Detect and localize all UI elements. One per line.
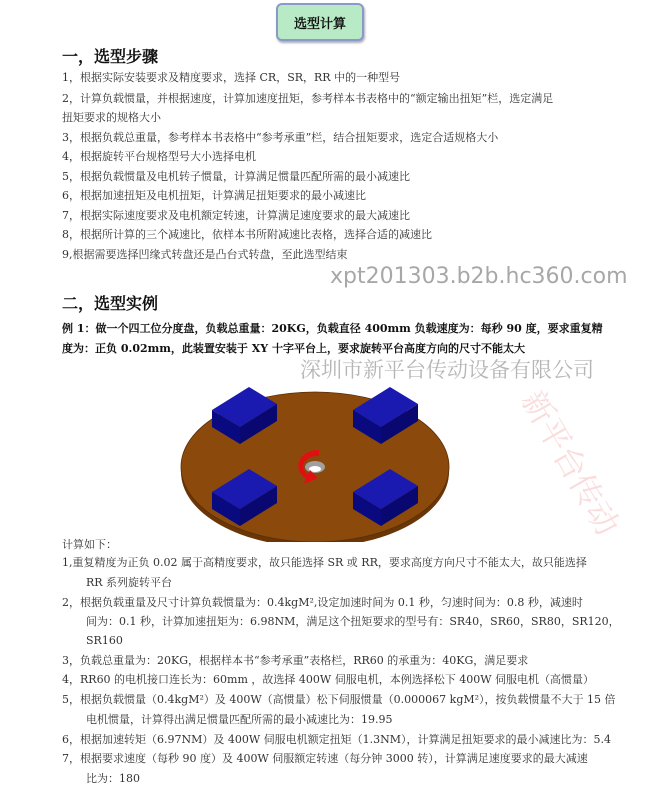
- calc-label: 计算如下：: [62, 538, 117, 551]
- watermark-company: 深圳市新平台传动设备有限公司: [300, 358, 594, 382]
- step-line: 9,根据需要选择凹缘式转盘还是凸台式转盘，至此选型结束: [62, 248, 348, 261]
- page-title: 选型计算: [276, 3, 364, 41]
- step-line: 2，计算负载惯量，并根据速度，计算加速度扭矩，参考样本书表格中的“额定输出扭矩”栏，选定满足: [62, 92, 554, 105]
- calc-line: SR160: [86, 634, 123, 647]
- calc-line: 1,重复精度为正负 0.02 属于高精度要求，故只能选择 SR 或 RR，要求高度方向尺寸不能太大，故只能选择: [62, 556, 587, 569]
- calc-line: 7，根据要求速度（每秒 90 度）及 400W 伺服额定转速（每分钟 3000 转），计算满足速度要求的最大减速: [62, 752, 588, 765]
- example-line: 例 1：做一个四工位分度盘，负载总重量：20KG，负载直径 400mm 负载速度为：每秒 90 度，要求重复精: [62, 322, 603, 335]
- watermark-url: xpt201303.b2b.hc360.com: [330, 264, 628, 289]
- calc-line: RR 系列旋转平台: [86, 576, 173, 589]
- step-line: 5，根据负载惯量及电机转子惯量，计算满足惯量匹配所需的最小减速比: [62, 170, 410, 183]
- calc-line: 比为：180: [86, 772, 140, 785]
- step-line: 扭矩要求的规格大小: [62, 111, 161, 124]
- step-line: 6，根据加速扭矩及电机扭矩，计算满足扭矩要求的最小减速比: [62, 189, 366, 202]
- step-line: 1，根据实际安装要求及精度要求，选择 CR，SR，RR 中的一种型号: [62, 71, 401, 84]
- section-heading-example: 二，选型实例: [62, 294, 159, 313]
- calc-line: 3，负载总重量为：20KG，根据样本书“参考承重”表格栏，RR60 的承重为：40KG，满足要求: [62, 654, 529, 667]
- calc-line: 6，根据加速转矩（6.97NM）及 400W 伺服电机额定扭矩（1.3NM），计算满足扭矩要求的最小减速比为：5.4: [62, 733, 612, 746]
- step-line: 7，根据实际速度要求及电机额定转速，计算满足速度要求的最大减速比: [62, 209, 410, 222]
- example-line: 度为：正负 0.02mm，此装置安装于 XY 十字平台上，要求旋转平台高度方向的尺寸不能太大: [62, 342, 525, 355]
- step-line: 8，根据所计算的三个减速比，依样本书所附减速比表格，选择合适的减速比: [62, 228, 432, 241]
- calc-line: 2，根据负载重量及尺寸计算负载惯量为：0.4kgM²,设定加速时间为 0.1 秒，匀速时间为：0.8 秒，减速时: [62, 596, 583, 609]
- watermark-diagonal: 新平台传动: [513, 384, 627, 542]
- calc-line: 4，RR60 的电机接口连长为：60mm ，故选择 400W 伺服电机，本例选择松下 400W 伺服电机（高惯量）: [62, 673, 594, 686]
- calc-line: 5，根据负载惯量（0.4kgM²）及 400W（高惯量）松下伺服惯量（0.000067 kgM²），按负载惯量不大于 15 倍: [62, 693, 616, 706]
- step-line: 3，根据负载总重量，参考样本书表格中“参考承重”栏，结合扭矩要求，选定合适规格大小: [62, 131, 499, 144]
- step-line: 4，根据旋转平台规格型号大小选择电机: [62, 150, 256, 163]
- calc-line: 电机惯量，计算得出满足惯量匹配所需的最小减速比为：19.95: [86, 713, 393, 726]
- rotary-table-diagram: [180, 370, 480, 542]
- calc-line: 间为：0.1 秒，计算加速扭矩为：6.98NM，满足这个扭矩要求的型号有：SR40，SR60，SR80，SR120，: [86, 615, 620, 628]
- section-heading-steps: 一，选型步骤: [62, 47, 159, 66]
